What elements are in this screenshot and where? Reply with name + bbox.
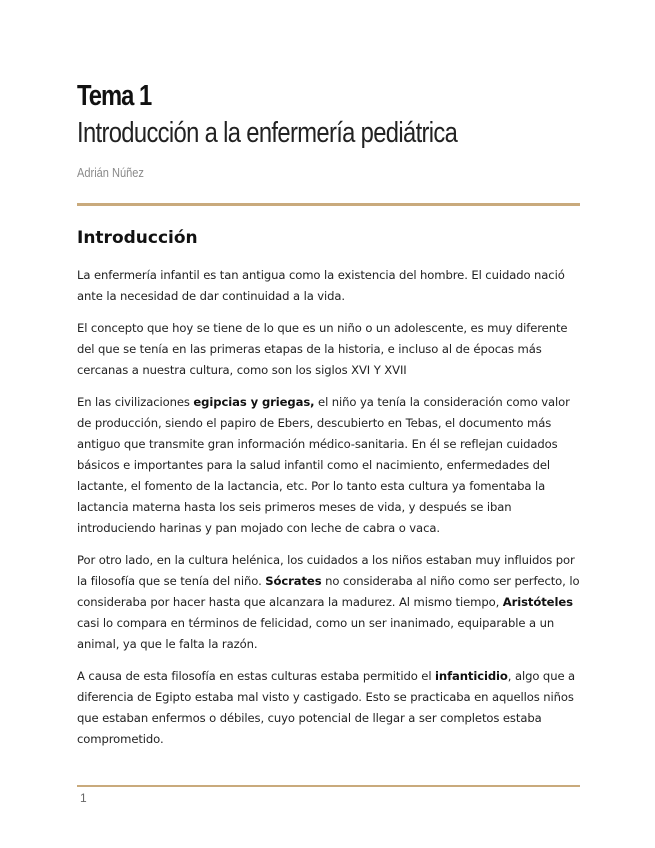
paragraph-4 [77,550,580,655]
footer-divider [77,785,580,787]
bold-term-aristoteles: Aristóteles [502,595,573,609]
bold-term-socrates: Sócrates [265,574,322,588]
paragraph-text: no consideraba al niño como ser perfecto, lo consideraba por hacer hasta que alcanzara la madurez. Al mismo tiempo, [77,574,580,609]
paragraph-5 [77,666,580,750]
document-author: Adrián Núñez [77,165,144,180]
header-divider [77,203,580,206]
paragraph-text: el niño ya tenía la consideración como valor de producción, siendo el papiro de Ebers, descubierto en Tebas, el documento más antiguo que transmite gran información médico-sanitaria. En él se reflejan cuidados básicos e importantes para la salud infantil como el nacimiento, enfermedades del lactante, el fomento de la lactancia, etc. Por lo tanto esta cultura ya fomentaba la lactancia materna hasta los seis primeros meses de vida, y después se iban introduciendo harinas y pan mojado con leche de cabra o vaca. [77,395,570,535]
paragraph-text: En las civilizaciones [77,395,194,409]
paragraph-1 [77,265,580,307]
paragraph-3 [77,392,580,539]
paragraph-text: A causa de esta filosofía en estas culturas estaba permitido el [77,669,436,683]
document-title-topic: Tema 1 [77,80,152,112]
section-heading: Introducción [77,228,198,248]
paragraph-text: La enfermería infantil es tan antigua como la existencia del hombre. El cuidado nació ante la necesidad de dar continuidad a la vida. [77,268,565,303]
paragraph-text: casi lo compara en términos de felicidad, como un ser inanimado, equiparable a un animal, ya que le falta la razón. [77,616,555,651]
section-body [77,265,580,761]
paragraph-text: Por otro lado, en la cultura helénica, los cuidados a los niños estaban muy influidos por la filosofía que se tenía del niño. [77,553,575,588]
document-title: Introducción a la enfermería pediátrica [77,117,458,149]
paragraph-text: El concepto que hoy se tiene de lo que es un niño o un adolescente, es muy diferente del que se tenía en las primeras etapas de la historia, e incluso al de épocas más cercanas a nuestra cultura, como son los siglos XVI Y XVII [77,321,568,377]
bold-term-egipcias-griegas: egipcias y griegas, [193,395,315,409]
bold-term-infanticidio: infanticidio [435,669,508,683]
page-number: 1 [80,791,87,805]
paragraph-2 [77,318,580,381]
paragraph-text: , algo que a diferencia de Egipto estaba mal visto y castigado. Esto se practicaba en aquellos niños que estaban enfermos o débiles, cuyo potencial de llegar a ser completos estaba comprometido. [77,669,576,746]
